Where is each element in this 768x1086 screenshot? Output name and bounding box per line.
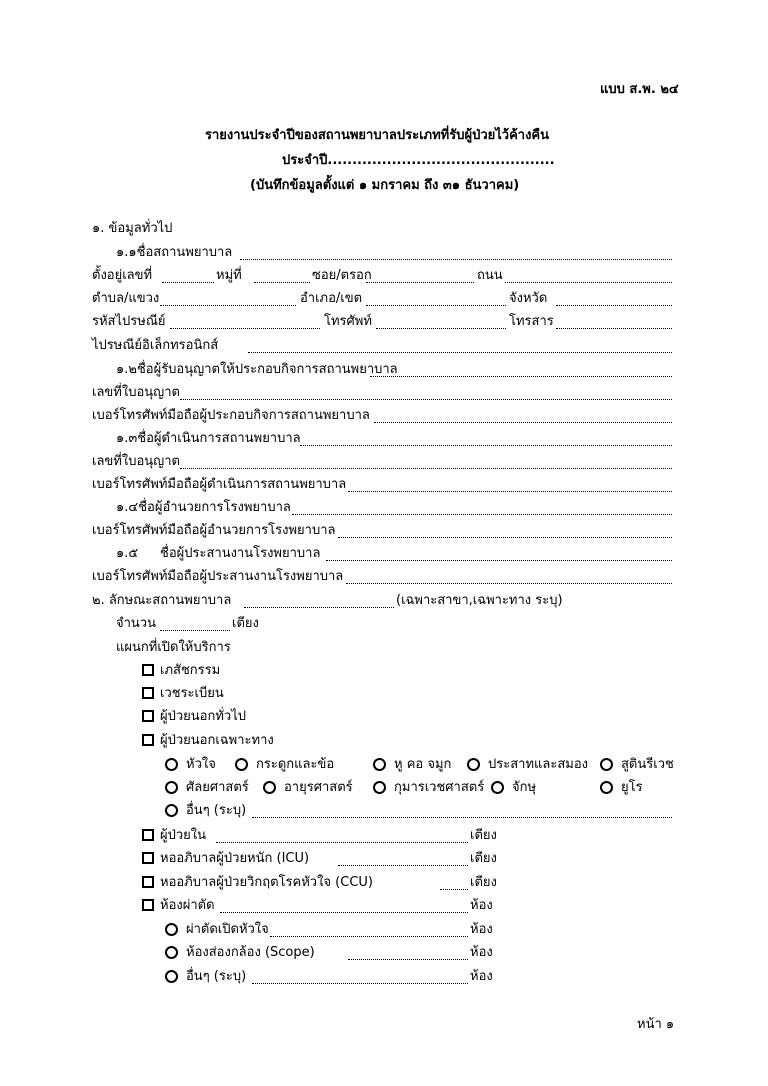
radio-or-scope[interactable] xyxy=(165,946,178,959)
radio-obgyn[interactable] xyxy=(600,758,613,771)
field-soi[interactable] xyxy=(366,282,474,283)
field-mobile-director[interactable] xyxy=(338,537,672,538)
title-line-1: รายงานประจำปีของสถานพยาบาลประเภทที่รับผู้ป่วยไว้ค้างคืน xyxy=(205,128,550,143)
page-number: หน้า ๑ xyxy=(637,1017,675,1032)
label-province: จังหวัด xyxy=(509,291,548,306)
field-mobile-licensee[interactable] xyxy=(374,422,672,423)
field-phone[interactable] xyxy=(376,328,506,329)
label-or-other-rooms: ห้อง xyxy=(470,969,493,984)
label-or-scope: ห้องส่องกล้อง (Scope) xyxy=(186,945,315,960)
radio-heart[interactable] xyxy=(165,758,178,771)
label-operator-name: ๑.๓ชื่อผู้ดำเนินการสถานพยาบาล xyxy=(116,431,301,446)
label-uro: ยูโร xyxy=(621,780,643,795)
field-district[interactable] xyxy=(366,305,506,306)
label-mobile-licensee: เบอร์โทรศัพท์มือถือผู้ประกอบกิจการสถานพยาบาล xyxy=(92,408,370,423)
label-director-name: ๑.๔ชื่อผู้อำนวยการโรงพยาบาล xyxy=(116,500,291,515)
checkbox-icu[interactable] xyxy=(142,852,154,864)
label-icu-beds: เตียง xyxy=(470,851,497,866)
field-mobile-operator[interactable] xyxy=(348,491,672,492)
field-other-specialty[interactable] xyxy=(252,817,672,818)
label-mobile-director: เบอร์โทรศัพท์มือถือผู้อำนวยการโรงพยาบาล xyxy=(92,523,336,538)
label-other-specialty: อื่นๆ (ระบุ) xyxy=(186,803,247,818)
field-license-no-1[interactable] xyxy=(180,399,672,400)
field-or-heart-rooms[interactable] xyxy=(270,936,468,937)
radio-ortho[interactable] xyxy=(235,758,248,771)
field-coordinator-name[interactable] xyxy=(326,560,672,561)
section-2-heading: ๒. ลักษณะสถานพยาบาล xyxy=(92,593,232,608)
label-subdistrict: ตำบล/แขวง xyxy=(92,291,160,306)
label-medicine: อายุรศาสตร์ xyxy=(284,780,353,795)
label-email: ไปรษณีย์อิเล็กทรอนิกส์ xyxy=(92,338,219,353)
label-beds: เตียง xyxy=(232,616,259,631)
label-ccu: หออภิบาลผู้ป่วยวิกฤตโรคหัวใจ (CCU) xyxy=(160,875,373,890)
label-district: อำเภอ/เขต xyxy=(300,291,363,306)
label-ent: หู คอ จมูก xyxy=(394,757,452,772)
radio-or-heart[interactable] xyxy=(165,923,178,936)
field-or-scope-rooms[interactable] xyxy=(348,959,468,960)
label-licensee-name: ๑.๒ชื่อผู้รับอนุญาตให้ประกอบกิจการสถานพยาบาล xyxy=(116,362,398,377)
label-mobile-coordinator: เบอร์โทรศัพท์มือถือผู้ประสานงานโรงพยาบาล xyxy=(92,569,344,584)
checkbox-records[interactable] xyxy=(142,687,154,699)
field-road[interactable] xyxy=(505,282,672,283)
label-or: ห้องผ่าตัด xyxy=(160,898,215,913)
label-phone: โทรศัพท์ xyxy=(324,314,372,329)
label-count: จำนวน xyxy=(116,616,156,631)
label-heart: หัวใจ xyxy=(186,757,216,772)
field-mobile-coordinator[interactable] xyxy=(346,583,672,584)
radio-neuro[interactable] xyxy=(467,758,480,771)
section-1-heading: ๑. ข้อมูลทั่วไป xyxy=(92,221,173,236)
label-pharmacy: เภสัชกรรม xyxy=(160,663,221,678)
field-subdistrict[interactable] xyxy=(160,305,296,306)
label-or-heart-rooms: ห้อง xyxy=(470,922,493,937)
checkbox-opd-general[interactable] xyxy=(142,710,154,722)
label-inpatient-beds: เตียง xyxy=(470,828,497,843)
field-director-name[interactable] xyxy=(292,514,672,515)
field-inpatient-beds[interactable] xyxy=(216,842,468,843)
label-license-no-2: เลขที่ใบอนุญาต xyxy=(92,454,180,469)
label-hospital-name: ๑.๑ชื่อสถานพยาบาล xyxy=(116,245,233,260)
label-records: เวชระเบียน xyxy=(160,686,224,701)
field-operator-name[interactable] xyxy=(300,445,672,446)
label-fax: โทรสาร xyxy=(509,314,554,329)
field-or-rooms[interactable] xyxy=(220,912,468,913)
label-address-no: ตั้งอยู่เลขที่ xyxy=(92,268,153,283)
field-province[interactable] xyxy=(556,305,672,306)
radio-other-specialty[interactable] xyxy=(165,804,178,817)
radio-uro[interactable] xyxy=(600,781,613,794)
radio-ent[interactable] xyxy=(373,758,386,771)
field-postcode[interactable] xyxy=(170,328,320,329)
label-pediatrics: กุมารเวชศาสตร์ xyxy=(394,780,485,795)
field-or-other-rooms[interactable] xyxy=(252,983,468,984)
label-postcode: รหัสไปรษณีย์ xyxy=(92,314,166,329)
radio-eye[interactable] xyxy=(491,781,504,794)
label-surgery: ศัลยศาสตร์ xyxy=(186,780,249,795)
label-mobile-operator: เบอร์โทรศัพท์มือถือผู้ดำเนินการสถานพยาบาล xyxy=(92,477,347,492)
title-line-2: ประจำปี.............................................. xyxy=(282,153,555,168)
label-or-other: อื่นๆ (ระบุ) xyxy=(186,969,247,984)
label-icu: หออภิบาลผู้ป่วยหนัก (ICU) xyxy=(160,851,310,866)
label-or-rooms: ห้อง xyxy=(470,898,493,913)
field-address-no[interactable] xyxy=(162,282,214,283)
title-line-3: (บันทึกข้อมูลตั้งแต่ ๑ มกราคม ถึง ๓๑ ธันวาคม) xyxy=(250,178,520,193)
radio-surgery[interactable] xyxy=(165,781,178,794)
field-licensee-name[interactable] xyxy=(370,376,672,377)
field-moo[interactable] xyxy=(254,282,310,283)
field-hospital-name[interactable] xyxy=(240,259,672,260)
radio-pediatrics[interactable] xyxy=(373,781,386,794)
field-ccu-beds[interactable] xyxy=(440,889,468,890)
checkbox-or[interactable] xyxy=(142,899,154,911)
field-license-no-2[interactable] xyxy=(180,468,672,469)
label-eye: จักษุ xyxy=(512,780,537,795)
field-icu-beds[interactable] xyxy=(338,865,468,866)
field-email[interactable] xyxy=(248,352,672,353)
label-soi: ซอย/ตรอก xyxy=(312,268,372,283)
field-bed-count[interactable] xyxy=(160,630,230,631)
label-opd-general: ผู้ป่วยนอกทั่วไป xyxy=(160,709,247,724)
checkbox-ccu[interactable] xyxy=(142,876,154,888)
radio-medicine[interactable] xyxy=(263,781,276,794)
checkbox-inpatient[interactable] xyxy=(142,829,154,841)
label-neuro: ประสาทและสมอง xyxy=(488,757,589,772)
radio-or-other[interactable] xyxy=(165,970,178,983)
checkbox-pharmacy[interactable] xyxy=(142,664,154,676)
label-or-heart: ผ่าตัดเปิดหัวใจ xyxy=(186,922,269,937)
label-coordinator-number: ๑.๕ xyxy=(116,546,139,561)
label-inpatient: ผู้ป่วยใน xyxy=(160,828,207,843)
label-opd-special: ผู้ป่วยนอกเฉพาะทาง xyxy=(160,733,274,748)
label-or-scope-rooms: ห้อง xyxy=(470,945,493,960)
field-fax[interactable] xyxy=(556,328,672,329)
label-coordinator-name: ชื่อผู้ประสานงานโรงพยาบาล xyxy=(160,546,321,561)
specialty-note: (เฉพาะสาขา,เฉพาะทาง ระบุ) xyxy=(396,593,563,608)
form-code: แบบ ส.พ. ๒๔ xyxy=(600,82,679,97)
checkbox-opd-special[interactable] xyxy=(142,734,154,746)
label-services: แผนกที่เปิดให้บริการ xyxy=(116,640,231,655)
label-obgyn: สูตินรีเวช xyxy=(621,757,674,772)
label-road: ถนน xyxy=(477,268,503,283)
field-specialty[interactable] xyxy=(244,607,394,608)
label-moo: หมู่ที่ xyxy=(216,268,242,283)
label-ccu-beds: เตียง xyxy=(470,875,497,890)
label-ortho: กระดูกและข้อ xyxy=(256,757,335,772)
label-license-no-1: เลขที่ใบอนุญาต xyxy=(92,385,180,400)
